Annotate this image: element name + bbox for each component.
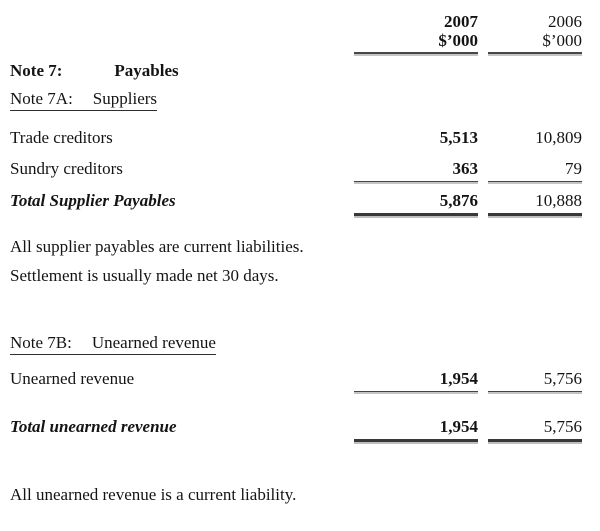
supplier-notes [10,232,582,290]
row-total-supplier-payables [10,192,582,216]
total-value-2006: 10,888 [488,192,582,216]
units-2006-header: $’000 [488,31,582,54]
value-2007: 1,954 [354,370,478,392]
row-total-unearned-revenue [10,418,582,442]
value-2006: 79 [488,160,582,182]
row-sundry-creditors [10,160,582,182]
total-row-label: Total unearned revenue [10,417,177,436]
value-2006: 10,809 [535,128,582,147]
note7a-heading [10,90,157,111]
note7b-heading [10,334,216,355]
note7b-label: Note 7B: [10,333,72,352]
note7-heading [10,62,582,80]
year-2006-header: 2006 [548,12,582,31]
total-value-2006: 5,756 [488,418,582,442]
value-2007: 363 [354,160,478,182]
row-label: Unearned revenue [10,369,135,388]
total-row-label: Total Supplier Payables [10,191,176,210]
total-value-2007: 5,876 [354,192,478,216]
closing-note: All unearned revenue is a current liability. [10,485,297,504]
note7a-title: Suppliers [92,89,158,108]
units-header-row [10,31,582,54]
note7-title: Payables [114,61,179,80]
units-2007-header: $’000 [354,31,478,54]
supplier-note-line-2: Settlement is usually made net 30 days. [10,266,279,285]
row-label: Trade creditors [10,128,113,147]
note7a-label: Note 7A: [10,89,73,108]
value-2007: 5,513 [439,128,478,147]
value-2006: 5,756 [488,370,582,392]
total-value-2007: 1,954 [354,418,478,442]
note7b-title: Unearned revenue [91,333,216,352]
note7b-heading-row [10,334,582,355]
year-2007-header: 2007 [444,12,478,31]
row-unearned-revenue [10,370,582,392]
note7a-heading-row [10,90,582,111]
note7-label: Note 7: [10,61,63,80]
supplier-note-line-1: All supplier payables are current liabilities. [10,237,304,256]
year-header-row [10,12,582,31]
row-trade-creditors [10,129,582,147]
row-label: Sundry creditors [10,159,123,178]
